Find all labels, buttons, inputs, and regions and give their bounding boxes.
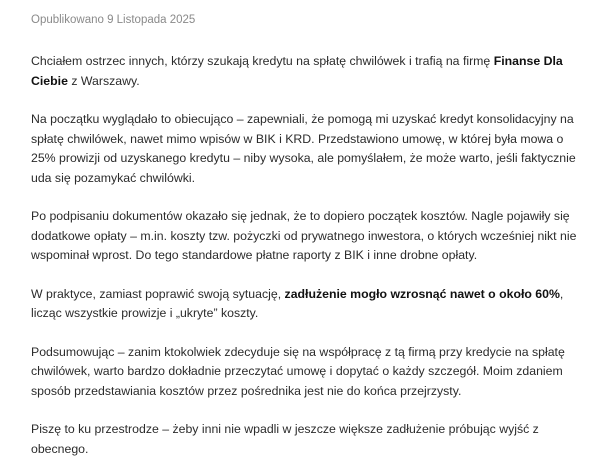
paragraph-beginning: Na początku wyglądało to obiecująco – zapewniali, że pomogą mi uzyskać kredyt konsolidacyjny na spłatę chwilówek, nawet mimo wpisów w BIK i KRD. Przedstawiono umowę, w której była mowa o 25% prowizji od uzyskanego kredytu – niby wysoka, ale pomyślałem, że może warto, jeśli faktycznie uda się pozamykać chwilówki.: [31, 112, 576, 185]
debt-text-after: , licząc wszystkie prowizje i „ukryte” koszty.: [31, 286, 564, 320]
intro-text-after: z Warszawy.: [67, 73, 140, 88]
debt-text-before: W praktyce, zamiast poprawić swoją sytuację,: [31, 286, 285, 301]
published-date: Opublikowano 9 Listopada 2025: [31, 14, 196, 26]
paragraph-summary: Podsumowując – zanim ktokolwiek zdecyduje się na współpracę z tą firmą przy kredycie na spłatę chwilówek, warto bardzo dokładnie przeczytać umowę i dopytać o każdy szczegół. Moim zdaniem sposób przedstawiania kosztów przez pośrednika jest nie do końca przejrzysty.: [31, 344, 565, 398]
paragraph-costs: Po podpisaniu dokumentów okazało się jednak, że to dopiero początek kosztów. Nagle pojawiły się dodatkowe opłaty – m.in. koszty tzw. pożyczki od prywatnego inwestora, o których wcześniej nikt nie wspominał wprost. Do tego standardowe płatne raporty z BIK i inne drobne opłaty.: [31, 209, 577, 262]
intro-text-before: Chciałem ostrzec innych, którzy szukają kredytu na spłatę chwilówek i trafią na firmę: [31, 54, 494, 68]
company-name: Finanse Dla Ciebie: [31, 54, 563, 88]
paragraph-debt-increase: [31, 285, 587, 324]
paragraph-intro: [31, 52, 587, 91]
paragraph-warning: Piszę to ku przestrodze – żeby inni nie wpadli w jeszcze większe zadłużenie próbując wyjść z obecnego.: [31, 422, 539, 456]
debt-highlight: zadłużenie mogło wzrosnąć nawet o około 60%: [284, 286, 560, 301]
